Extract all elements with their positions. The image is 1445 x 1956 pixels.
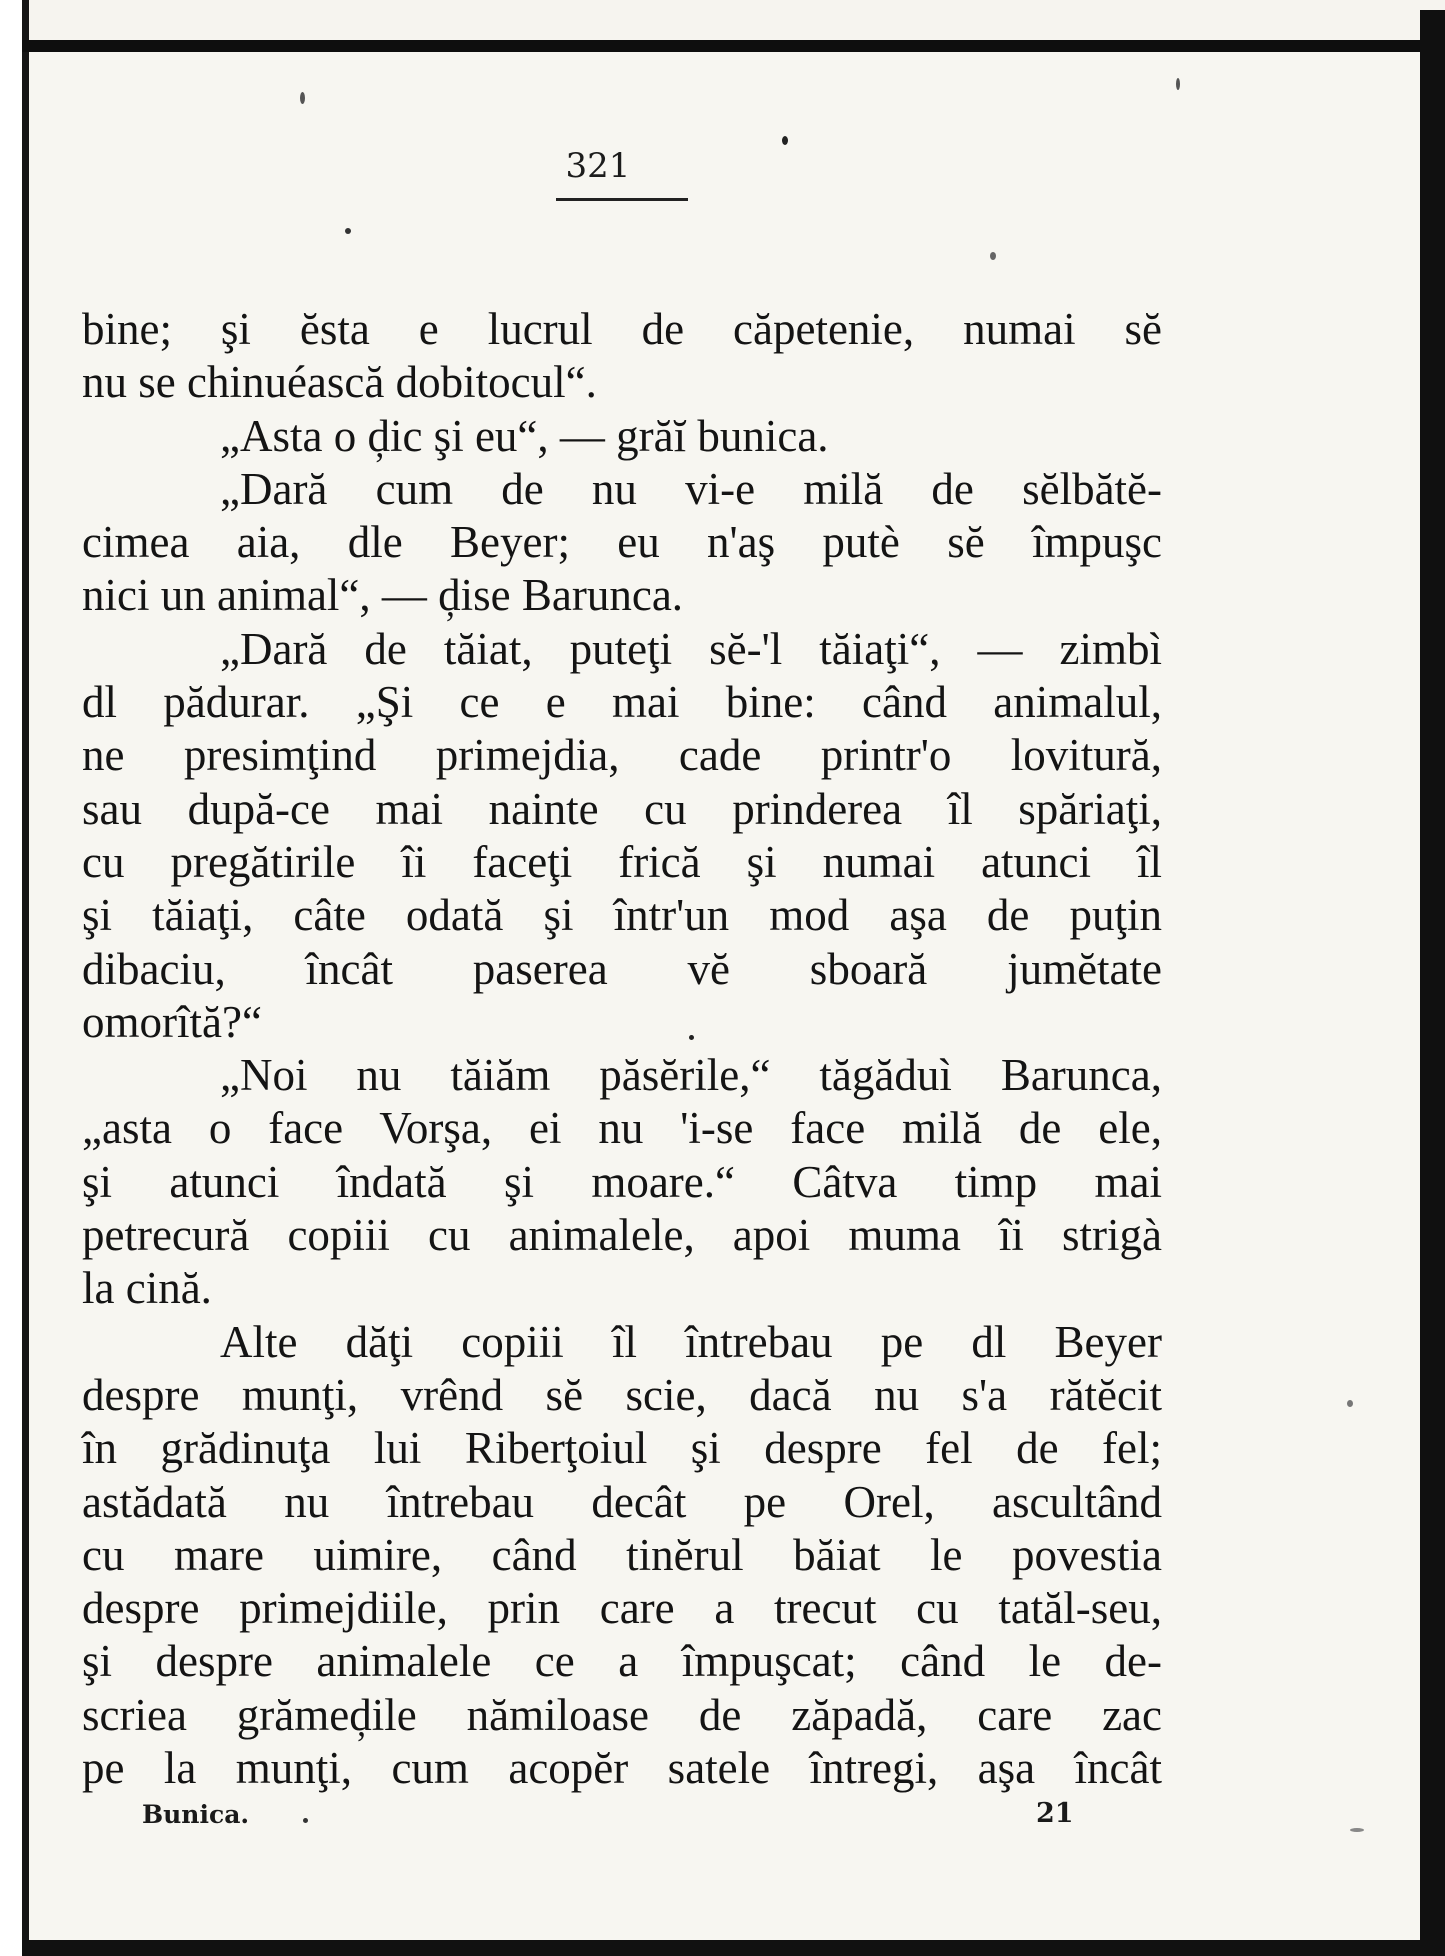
scan-border-left <box>22 0 29 1956</box>
text-line: despre primejdiile, prin care a trecut cu tatăl-seu, <box>82 1583 1162 1634</box>
text-line: sau după-ce mai nainte cu prinderea îl spăriaţi, <box>82 783 1162 834</box>
binding-gap <box>0 0 22 1956</box>
footer-book-title: Bunica. <box>142 1800 250 1829</box>
text-line: şi despre animalele ce a împuşcat; când le de- <box>82 1636 1162 1687</box>
text-line: „Dară cum de nu vi-e milă de sĕlbătĕ- <box>220 463 1162 514</box>
scan-border-bottom <box>22 1940 1445 1956</box>
text-line: nu se chinuéască dobitocul“. <box>82 357 597 408</box>
text-line: cu mare uimire, când tinĕrul băiat le povestia <box>82 1529 1162 1580</box>
text-line: omorîtă?“ <box>82 996 262 1047</box>
ink-speck <box>300 92 305 104</box>
scan-border-top <box>22 40 1445 52</box>
text-line: dl pădurar. „Şi ce e mai bine: când animalul, <box>82 677 1162 728</box>
text-line: bine; şi ĕsta e lucrul de căpetenie, numai sĕ <box>82 304 1162 354</box>
text-line: scriea grămeḑile nămiloase de zăpadă, care zac <box>82 1689 1162 1740</box>
text-line: în grădinuţa lui Riberţoiul şi despre fel de fel; <box>82 1423 1162 1474</box>
text-line: cu pregătirile îi faceţi frică şi numai atunci îl <box>82 836 1162 887</box>
text-line: la cină. <box>82 1263 212 1314</box>
text-line: despre munţi, vrênd sĕ scie, dacă nu s'a rătĕcit <box>82 1369 1162 1420</box>
text-line: nici un animal“, — ḑise Barunca. <box>82 570 684 621</box>
ink-speck <box>1350 1828 1364 1832</box>
text-line: „Asta o ḑic şi eu“, — grăĭ bunica. <box>220 410 829 461</box>
text-line: şi atunci îndată şi moare.“ Câtva timp mai <box>82 1156 1162 1207</box>
page-number: 321 <box>565 146 631 186</box>
ink-speck <box>990 252 996 260</box>
text-line: „Noi nu tăiăm păsĕrile,“ tăgăduì Barunca, <box>220 1050 1162 1101</box>
text-line: ne presimţind primejdia, cade printr'o lovitură, <box>82 730 1162 781</box>
text-line: astădată nu întrebau decât pe Orel, ascultând <box>82 1476 1162 1527</box>
text-line: „asta o face Vorşa, ei nu 'i-se face milă de ele, <box>82 1103 1162 1154</box>
text-line: şi tăiaţi, câte odată şi într'un mod aşa de puţin <box>82 890 1162 941</box>
ink-speck <box>1347 1400 1353 1407</box>
text-line: „Dară de tăiat, puteţi sĕ-'l tăiaţi“, — zimbì <box>220 623 1162 674</box>
footer-signature-mark: 21 <box>1036 1798 1074 1829</box>
text-line: dibaciu, încât paserea vĕ sboară jumĕtate <box>82 943 1162 994</box>
body-text <box>82 303 1162 1795</box>
scan-border-right <box>1420 10 1445 1956</box>
text-line: petrecură copiii cu animalele, apoi muma îi strigà <box>82 1210 1162 1261</box>
text-line: pe la munţi, cum acopĕr satele întregi, aşa încât <box>82 1743 1162 1794</box>
ink-speck <box>345 228 351 234</box>
ink-speck <box>303 1818 308 1823</box>
page-number-underline <box>556 198 688 201</box>
text-line: Alte dăţi copiii îl întrebau pe dl Beyer <box>220 1316 1162 1367</box>
ink-speck <box>1176 78 1180 90</box>
ink-speck <box>782 136 788 145</box>
text-line: cimea aia, dle Beyer; eu n'aş putè sĕ împuşc <box>82 517 1162 568</box>
